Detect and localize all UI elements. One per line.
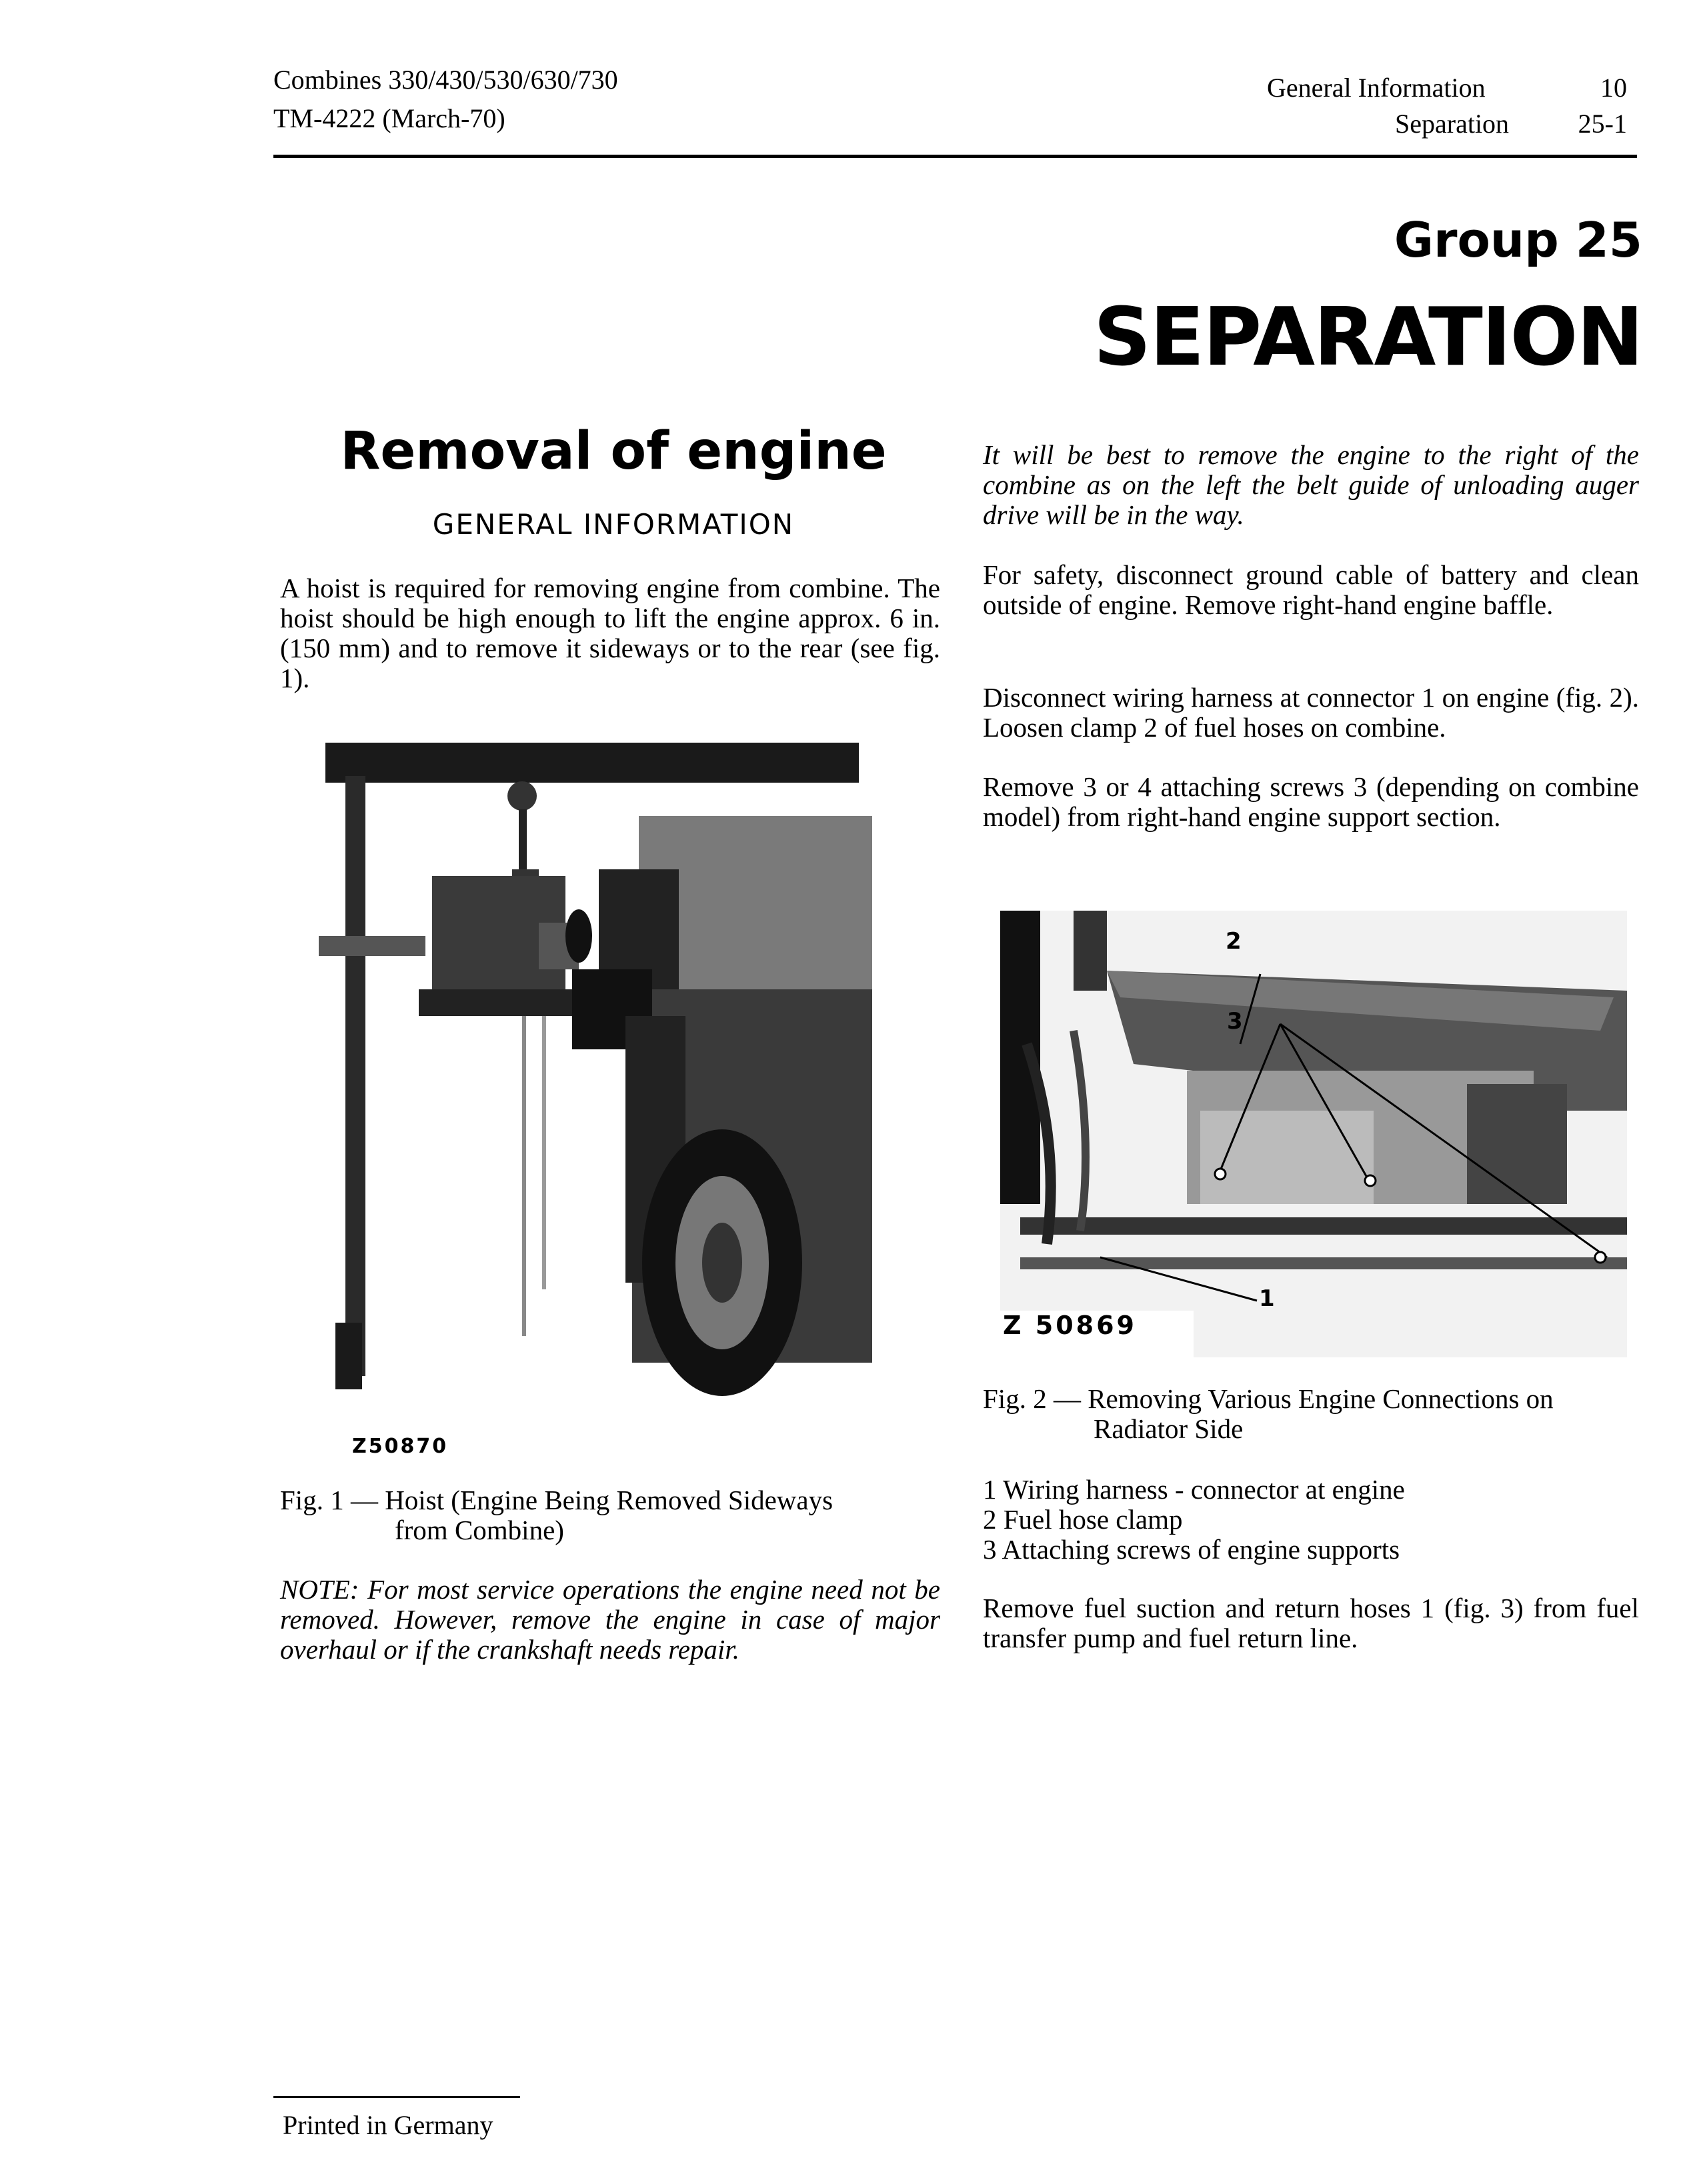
figure-2-callout-1: 1 — [1259, 1285, 1277, 1312]
figure-2-callout-3: 3 — [1227, 1008, 1245, 1035]
figure-2-legend — [983, 1475, 1650, 1565]
note-paragraph: NOTE: For most service operations the engine need not be removed. However, remove the engine in case of major overhaul or if the crankshaft needs repair. — [280, 1574, 940, 1665]
figure-1-hoist-photo — [319, 736, 872, 1403]
header-subsection: Separation — [1395, 109, 1510, 139]
header-page-number: 25-1 — [1578, 109, 1627, 139]
screws-paragraph: Remove 3 or 4 attaching screws 3 (depending on combine model) from right-hand engine support section. — [983, 771, 1639, 832]
italic-intro-paragraph: It will be best to remove the engine to the right of the combine as on the left the belt guide of unloading auger drive will be in the way. — [983, 439, 1639, 530]
figure-1-caption-line-2: from Combine) — [395, 1515, 564, 1545]
figure-2-radiator-photo — [1000, 911, 1627, 1357]
main-title: SEPARATION — [1093, 291, 1642, 384]
printed-in-germany: Printed in Germany — [283, 2110, 493, 2140]
legend-item: 2 Fuel hose clamp — [983, 1504, 1183, 1535]
figure-2-caption — [983, 1384, 1650, 1444]
figure-2-caption-line-2: Radiator Side — [1094, 1413, 1244, 1444]
figure-2-number: Z 50869 — [1003, 1311, 1137, 1340]
figure-2-caption-line-1: Fig. 2 — Removing Various Engine Connections on — [983, 1383, 1554, 1414]
header-section: General Information — [1267, 73, 1486, 103]
legend-item: 1 Wiring harness - connector at engine — [983, 1474, 1405, 1505]
fuel-hoses-paragraph: Remove fuel suction and return hoses 1 (fig. 3) from fuel transfer pump and fuel return line. — [983, 1593, 1639, 1653]
book-code: TM-4222 (March-70) — [273, 103, 505, 133]
section-subtitle: GENERAL INFORMATION — [432, 508, 795, 541]
header-rule — [273, 155, 1637, 158]
intro-paragraph: A hoist is required for removing engine from combine. The hoist should be high enough to lift the engine approx. 6 in. (150 mm) and to remove it sideways or to the rear (see fig. 1). — [280, 573, 940, 693]
safety-paragraph: For safety, disconnect ground cable of battery and clean outside of engine. Remove right-hand engine baffle. — [983, 559, 1639, 620]
legend-item: 3 Attaching screws of engine supports — [983, 1534, 1400, 1565]
group-label: Group 25 — [1394, 212, 1642, 268]
figure-2-callout-2: 2 — [1226, 928, 1244, 955]
figure-1-caption-line-1: Fig. 1 — Hoist (Engine Being Removed Sideways — [280, 1485, 833, 1515]
footer-rule — [273, 2096, 520, 2098]
figure-1-number: Z50870 — [352, 1435, 449, 1458]
header-section-number: 10 — [1600, 73, 1627, 103]
section-title: Removal of engine — [340, 421, 887, 481]
book-title: Combines 330/430/530/630/730 — [273, 65, 618, 95]
wiring-paragraph: Disconnect wiring harness at connector 1 on engine (fig. 2). Loosen clamp 2 of fuel hoses on combine. — [983, 682, 1639, 743]
figure-1-caption — [280, 1485, 947, 1545]
